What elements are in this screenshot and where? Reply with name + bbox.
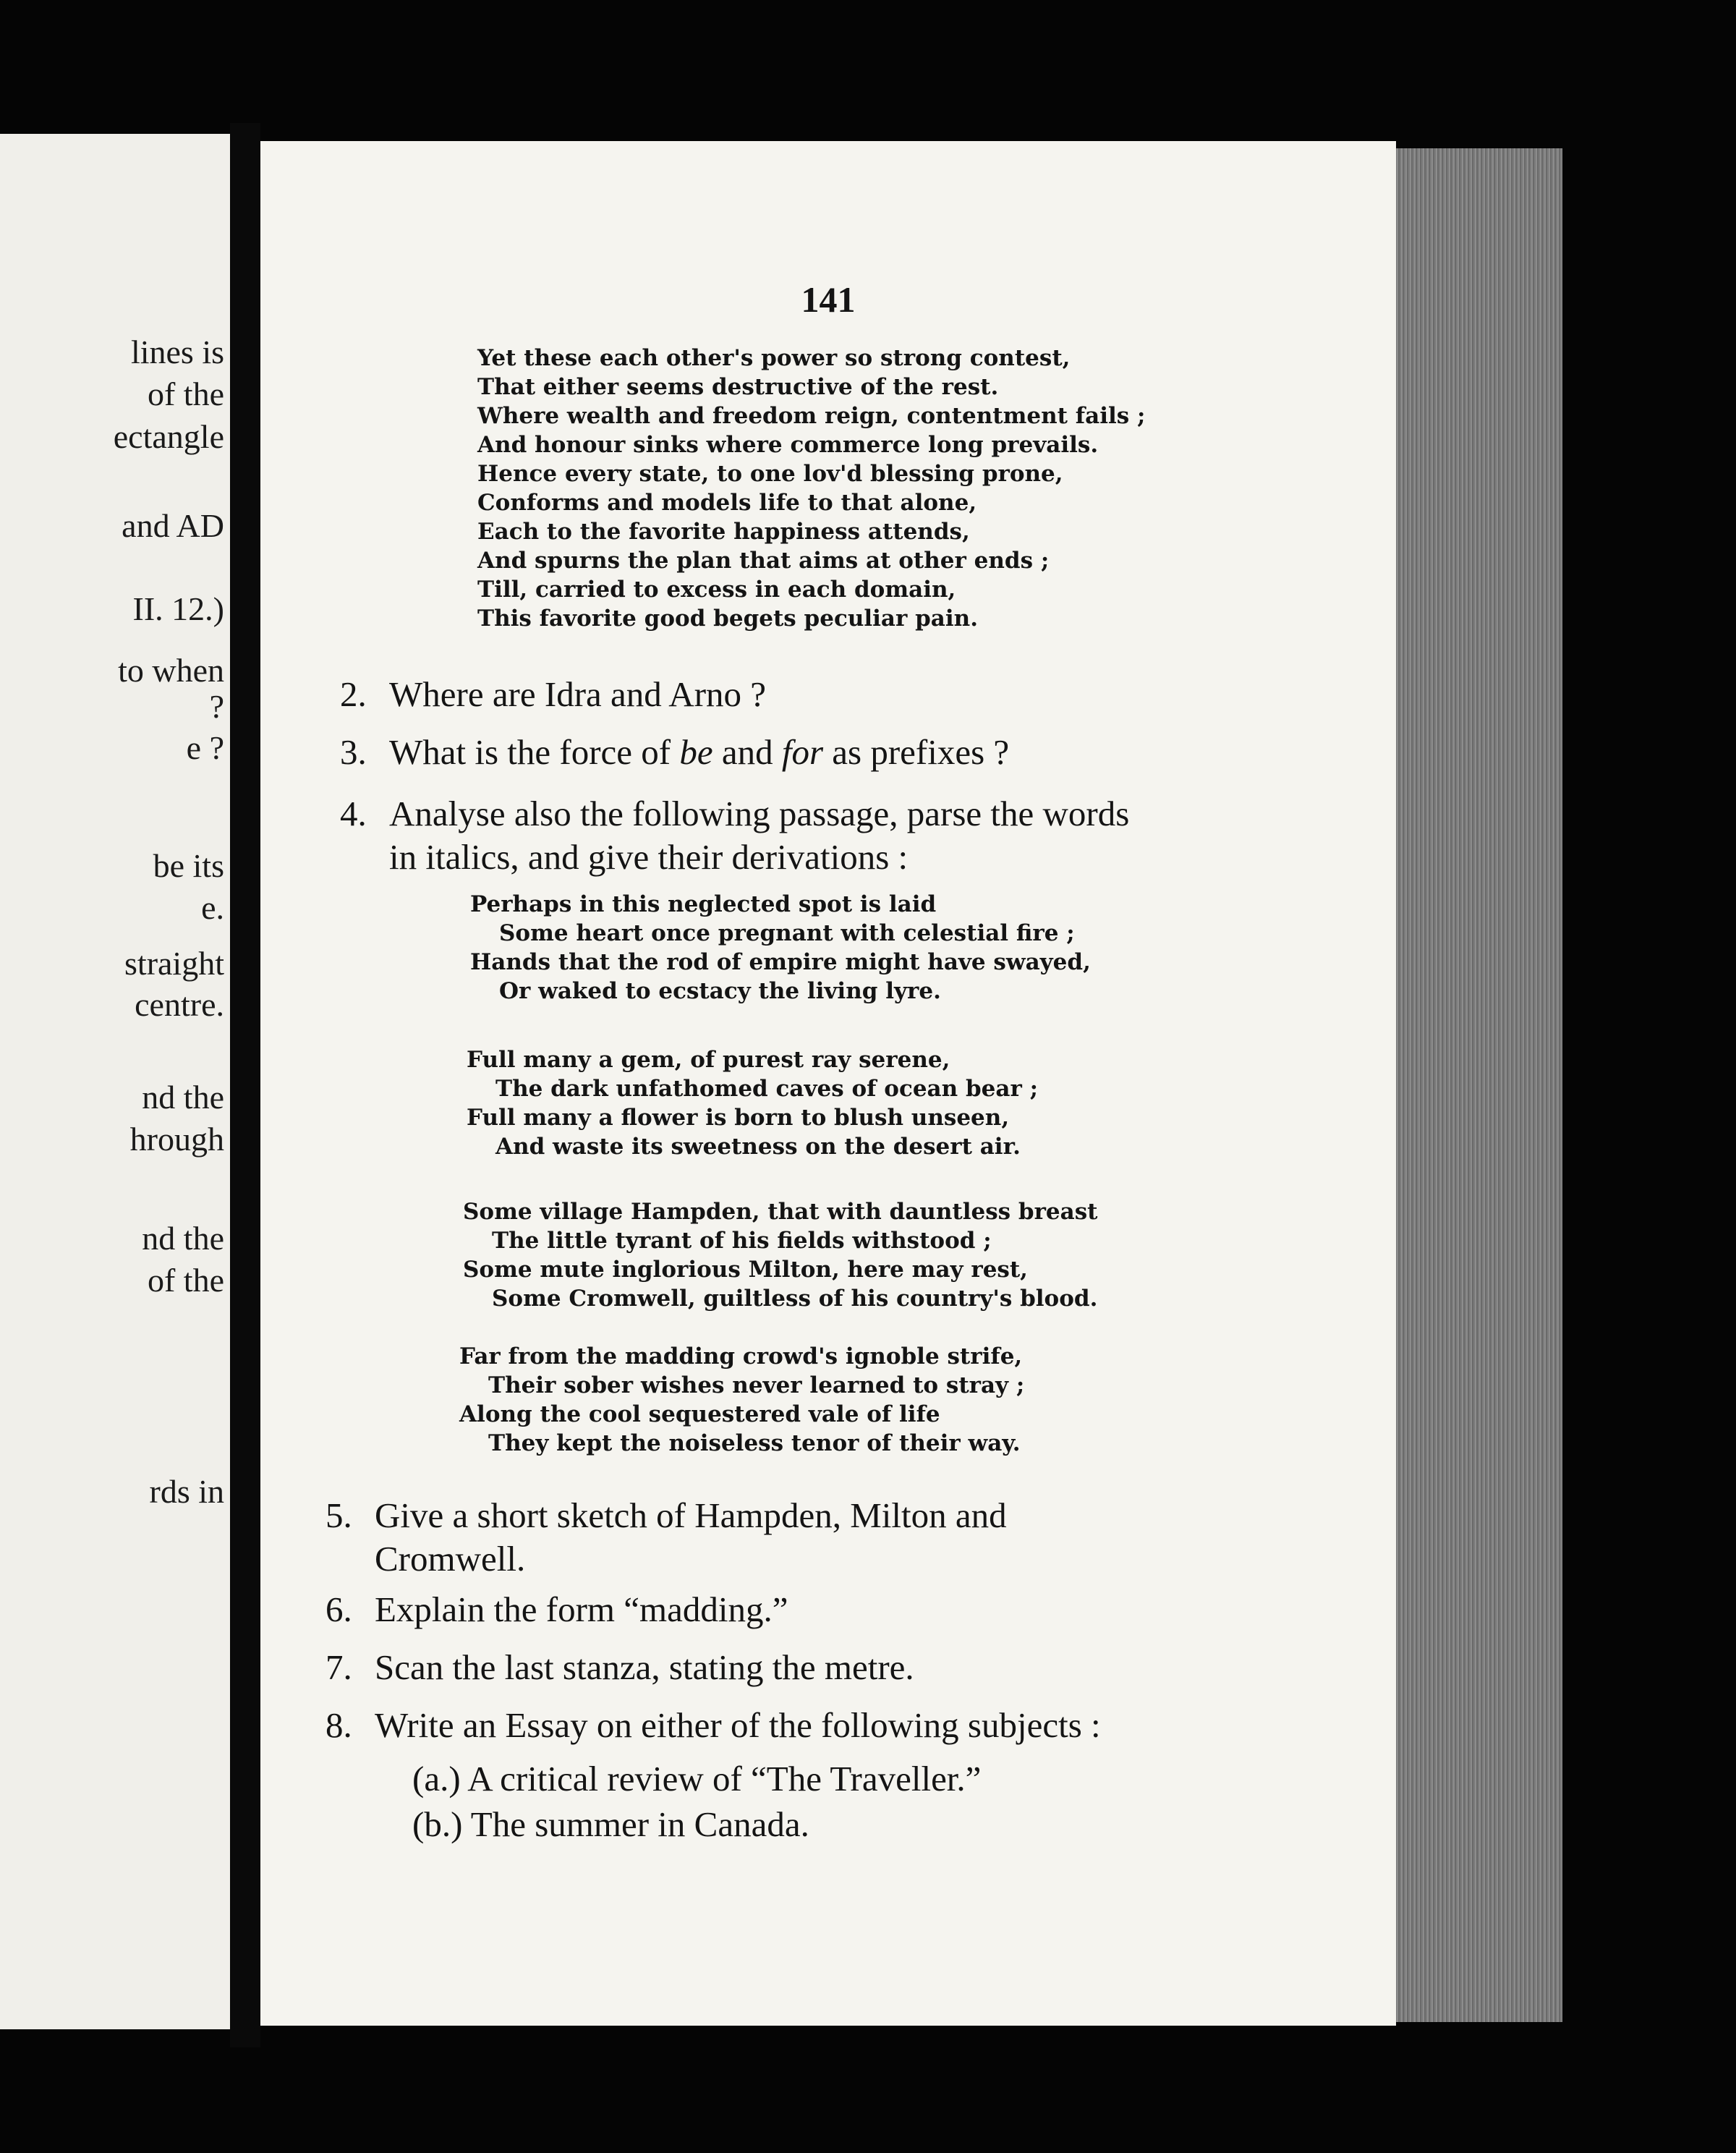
question-number: 8. bbox=[326, 1705, 352, 1745]
book-gutter bbox=[230, 123, 260, 2047]
question-7 bbox=[326, 1646, 914, 1689]
left-fragment: nd the bbox=[142, 1079, 224, 1116]
question-text: Analyse also the following passage, parse the words bbox=[389, 794, 1130, 833]
right-page bbox=[260, 141, 1396, 2026]
question-6 bbox=[326, 1588, 788, 1631]
verse-line: Each to the favorite happiness attends, bbox=[477, 519, 970, 545]
opening-verse-stanza bbox=[477, 344, 1145, 633]
left-fragment: lines is bbox=[130, 334, 224, 370]
verse-line: Yet these each other's power so strong contest, bbox=[477, 345, 1071, 371]
question-text-continued: in italics, and give their derivations : bbox=[389, 837, 909, 877]
question-text: What is the force of bbox=[389, 732, 680, 772]
verse-line: Conforms and models life to that alone, bbox=[477, 490, 977, 516]
question-text: as prefixes ? bbox=[823, 732, 1010, 772]
verse-line: Some Cromwell, guiltless of his country's blood. bbox=[492, 1286, 1098, 1312]
left-facing-page bbox=[0, 134, 231, 2029]
question-number: 7. bbox=[326, 1647, 352, 1687]
left-fragment: e. bbox=[201, 889, 224, 926]
elegy-stanza-4 bbox=[459, 1342, 1024, 1458]
page-number: 141 bbox=[801, 279, 856, 320]
verse-line: Till, carried to excess in each domain, bbox=[477, 577, 956, 603]
left-fragment: be its bbox=[153, 847, 224, 884]
elegy-stanza-1 bbox=[470, 890, 1091, 1006]
verse-line: Far from the madding crowd's ignoble strife, bbox=[459, 1343, 1023, 1369]
question-number: 2. bbox=[340, 674, 367, 714]
verse-line: And waste its sweetness on the desert air. bbox=[495, 1134, 1021, 1160]
question-text: Scan the last stanza, stating the metre. bbox=[375, 1647, 914, 1687]
left-fragment: centre. bbox=[135, 986, 224, 1023]
verse-line: And spurns the plan that aims at other ends ; bbox=[477, 548, 1050, 574]
question-text-continued: Cromwell. bbox=[375, 1539, 526, 1579]
italic-prefix: be bbox=[679, 732, 713, 772]
left-fragment: to when bbox=[118, 652, 224, 689]
left-fragment: ? bbox=[209, 688, 224, 725]
verse-line: This favorite good begets peculiar pain. bbox=[477, 606, 978, 632]
verse-line: Their sober wishes never learned to stray ; bbox=[488, 1372, 1025, 1398]
verse-line: Some village Hampden, that with dauntless breast bbox=[463, 1199, 1098, 1225]
left-fragment: II. 12.) bbox=[132, 590, 224, 627]
verse-line: Some heart once pregnant with celestial fire ; bbox=[499, 920, 1075, 946]
verse-line: Full many a gem, of purest ray serene, bbox=[467, 1047, 950, 1073]
left-fragment: nd the bbox=[142, 1220, 224, 1257]
verse-line: They kept the noiseless tenor of their way. bbox=[488, 1430, 1021, 1456]
left-fragment: of the bbox=[147, 1262, 224, 1299]
elegy-stanza-2 bbox=[467, 1045, 1038, 1161]
left-fragment: ectangle bbox=[113, 418, 224, 455]
question-number: 4. bbox=[340, 794, 367, 833]
left-fragment: hrough bbox=[129, 1121, 224, 1158]
verse-line: And honour sinks where commerce long prevails. bbox=[477, 432, 1099, 458]
question-8 bbox=[326, 1704, 1101, 1747]
left-fragment: rds in bbox=[149, 1473, 224, 1510]
question-text: Explain the form “madding.” bbox=[375, 1589, 788, 1629]
italic-prefix: for bbox=[781, 732, 824, 772]
question-text: Give a short sketch of Hampden, Milton and bbox=[375, 1495, 1007, 1535]
question-number: 3. bbox=[340, 732, 367, 772]
verse-line: Or waked to ecstacy the living lyre. bbox=[499, 978, 941, 1004]
question-number: 5. bbox=[326, 1495, 352, 1535]
question-5 bbox=[326, 1494, 1007, 1581]
verse-line: Hence every state, to one lov'd blessing prone, bbox=[477, 461, 1063, 487]
question-text: and bbox=[712, 732, 782, 772]
verse-line: Some mute inglorious Milton, here may rest, bbox=[463, 1257, 1028, 1283]
subject-label: (b.) bbox=[412, 1804, 463, 1844]
question-4 bbox=[340, 792, 1129, 879]
question-text: Where are Idra and Arno ? bbox=[389, 674, 767, 714]
verse-line: That either seems destructive of the rest. bbox=[477, 374, 999, 400]
left-fragment: and AD bbox=[122, 507, 224, 544]
question-number: 6. bbox=[326, 1589, 352, 1629]
verse-line: Full many a flower is born to blush unseen, bbox=[467, 1105, 1010, 1131]
question-2 bbox=[340, 673, 766, 716]
elegy-stanza-3 bbox=[463, 1197, 1098, 1313]
essay-subject-a bbox=[412, 1758, 981, 1800]
left-fragment: straight bbox=[124, 945, 224, 982]
verse-line: Where wealth and freedom reign, contentment fails ; bbox=[477, 403, 1146, 429]
verse-line: The dark unfathomed caves of ocean bear ; bbox=[495, 1076, 1039, 1102]
left-fragment: of the bbox=[147, 375, 224, 412]
verse-line: The little tyrant of his fields withstood ; bbox=[492, 1228, 992, 1254]
left-fragment: e ? bbox=[186, 729, 224, 766]
essay-subject-b bbox=[412, 1804, 809, 1846]
subject-text: A critical review of “The Traveller.” bbox=[467, 1759, 982, 1799]
subject-label: (a.) bbox=[412, 1759, 461, 1799]
verse-line: Hands that the rod of empire might have swayed, bbox=[470, 949, 1091, 975]
page-fore-edge bbox=[1396, 148, 1562, 2022]
verse-line: Along the cool sequestered vale of life bbox=[459, 1401, 940, 1427]
verse-line: Perhaps in this neglected spot is laid bbox=[470, 891, 937, 917]
question-text: Write an Essay on either of the following subjects : bbox=[375, 1705, 1101, 1745]
subject-text: The summer in Canada. bbox=[470, 1804, 809, 1844]
question-3 bbox=[340, 731, 1009, 774]
